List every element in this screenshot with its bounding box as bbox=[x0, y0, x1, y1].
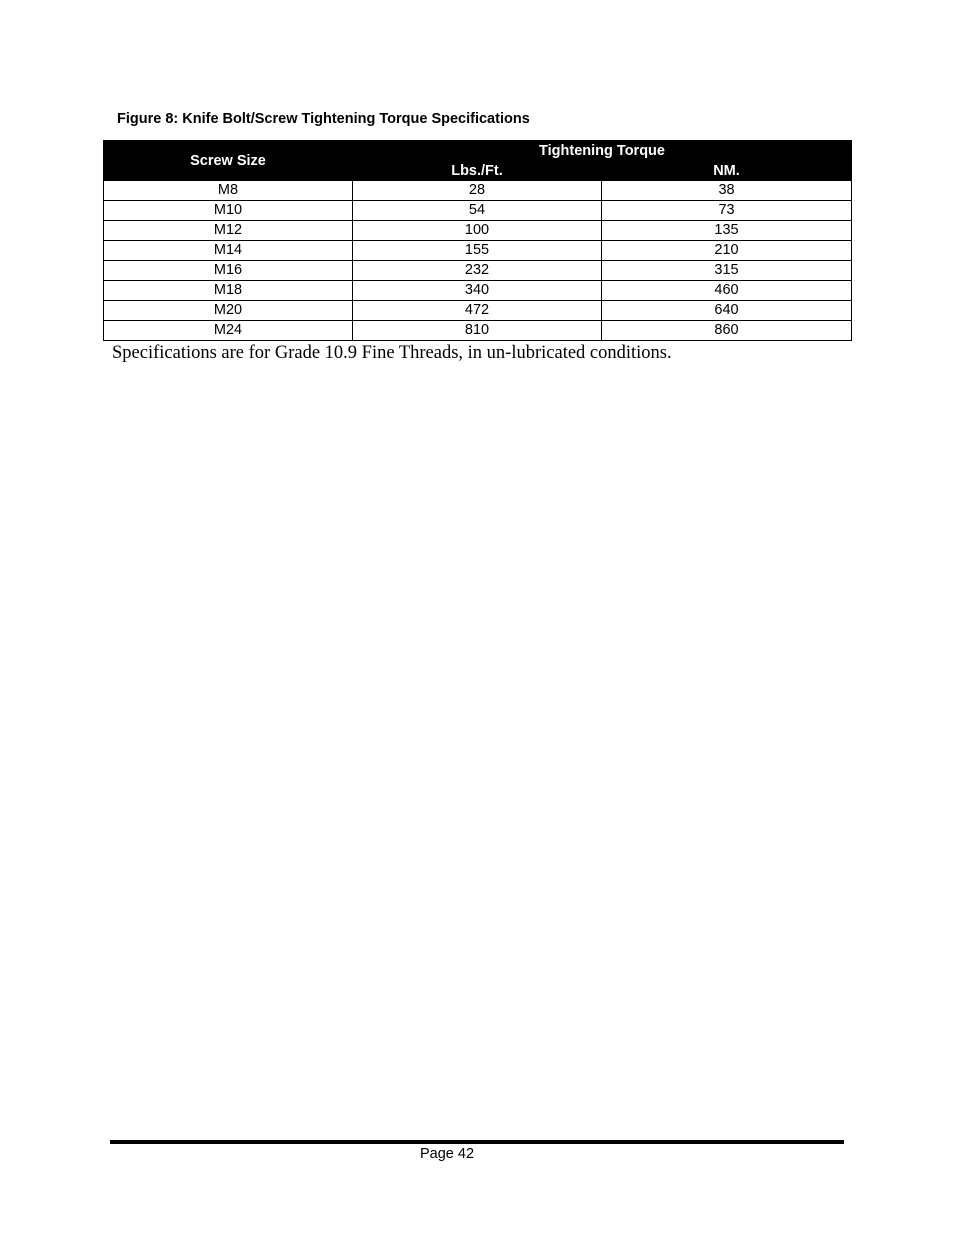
cell-screw-size: M18 bbox=[104, 281, 353, 301]
header-screw-size: Screw Size bbox=[104, 141, 353, 181]
cell-lbs-ft: 340 bbox=[353, 281, 602, 301]
figure-caption: Figure 8: Knife Bolt/Screw Tightening Torque Specifications bbox=[117, 111, 530, 127]
specification-note: Specifications are for Grade 10.9 Fine Threads, in un-lubricated conditions. bbox=[112, 343, 672, 363]
page-number: Page 42 bbox=[420, 1146, 475, 1162]
table-row bbox=[104, 261, 852, 281]
cell-lbs-ft: 28 bbox=[353, 181, 602, 201]
cell-screw-size: M14 bbox=[104, 241, 353, 261]
cell-nm: 315 bbox=[602, 261, 852, 281]
header-tightening-torque: Tightening Torque bbox=[353, 141, 852, 161]
cell-nm: 640 bbox=[602, 301, 852, 321]
cell-lbs-ft: 472 bbox=[353, 301, 602, 321]
table-row bbox=[104, 321, 852, 341]
cell-nm: 860 bbox=[602, 321, 852, 341]
header-nm: NM. bbox=[602, 161, 852, 181]
header-lbs-ft: Lbs./Ft. bbox=[353, 161, 602, 181]
table-row bbox=[104, 301, 852, 321]
cell-lbs-ft: 100 bbox=[353, 221, 602, 241]
cell-nm: 73 bbox=[602, 201, 852, 221]
cell-lbs-ft: 155 bbox=[353, 241, 602, 261]
cell-nm: 460 bbox=[602, 281, 852, 301]
cell-screw-size: M10 bbox=[104, 201, 353, 221]
torque-spec-table bbox=[103, 140, 852, 341]
cell-screw-size: M24 bbox=[104, 321, 353, 341]
table-row bbox=[104, 241, 852, 261]
cell-lbs-ft: 54 bbox=[353, 201, 602, 221]
table-row bbox=[104, 181, 852, 201]
cell-nm: 135 bbox=[602, 221, 852, 241]
footer-divider bbox=[110, 1140, 844, 1144]
cell-screw-size: M16 bbox=[104, 261, 353, 281]
table-row bbox=[104, 221, 852, 241]
cell-screw-size: M20 bbox=[104, 301, 353, 321]
table-row bbox=[104, 201, 852, 221]
cell-nm: 38 bbox=[602, 181, 852, 201]
cell-lbs-ft: 810 bbox=[353, 321, 602, 341]
cell-screw-size: M8 bbox=[104, 181, 353, 201]
table-row bbox=[104, 281, 852, 301]
cell-lbs-ft: 232 bbox=[353, 261, 602, 281]
cell-screw-size: M12 bbox=[104, 221, 353, 241]
cell-nm: 210 bbox=[602, 241, 852, 261]
